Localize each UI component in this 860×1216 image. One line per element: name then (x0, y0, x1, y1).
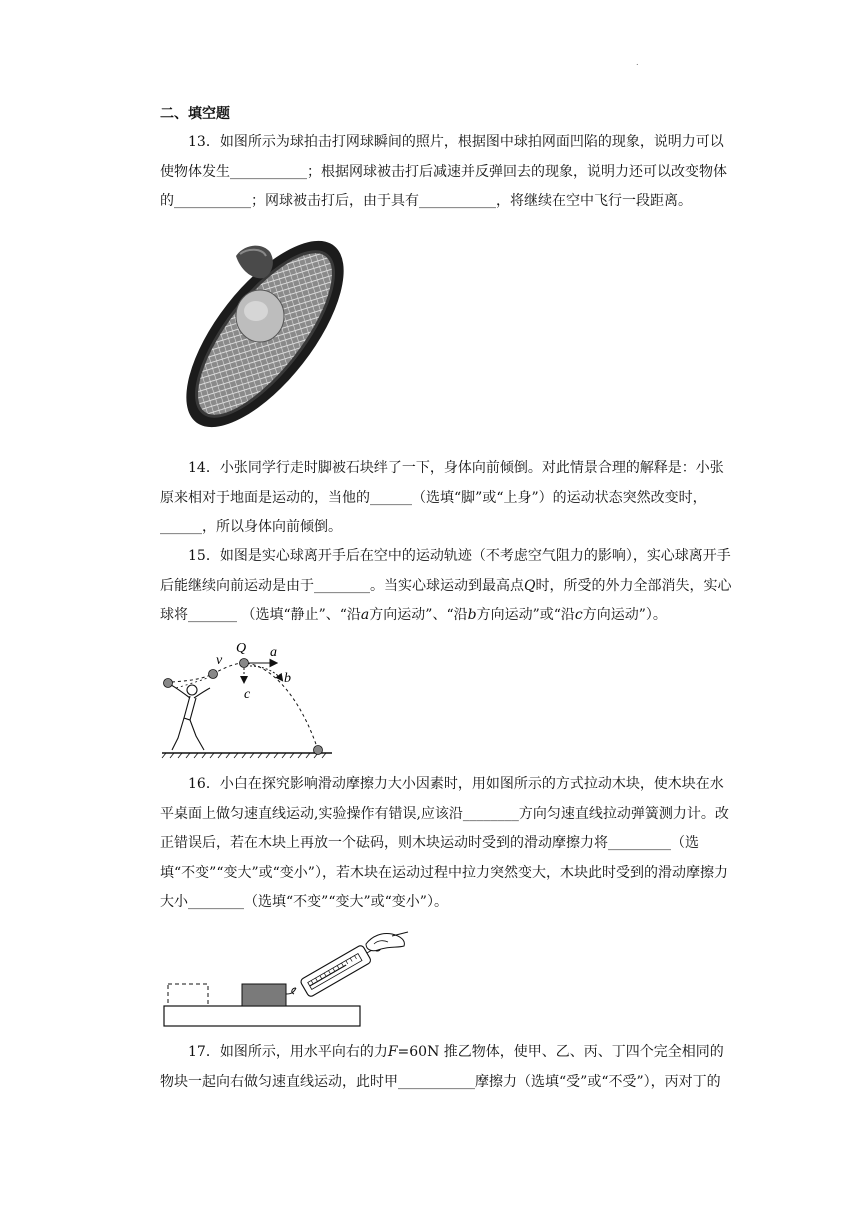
question-14-text: 14．小张同学行走时脚被石块绊了一下，身体向前倾倒。对此情景合理的解释是：小张原来相对于地面是运动的，当他的______（选填“脚”或“上身”）的运动状态突然改变时，______，所以身体向前倾倒。 (160, 460, 724, 535)
figure-c-label: c (244, 687, 251, 702)
direction-a-label: a (360, 607, 370, 623)
question-15-text: 15．如图是实心球离开手后在空中的运动轨迹（不考虑空气阻力的影响），实心球离开手后能继续向前运动是由于________。当实心球运动到最高点Q时，所受的外力全部消失，实心球将_______ （选填“静止”、“沿a方向运动”、“沿b方向运动”或“沿c方向运动”）。 (160, 548, 732, 623)
force-f-label: F (387, 1044, 398, 1060)
figure-a-label: a (270, 645, 277, 660)
figure-q-label: Q (236, 641, 247, 656)
direction-b-label: b (467, 607, 477, 623)
question-17-text: 17．如图所示，用水平向右的力F=60N 推乙物体，使甲、乙、丙、丁四个完全相同的物块一起向右做匀速直线运动，此时甲___________摩擦力（选填“受”或“不受”），丙对丁的 (160, 1044, 724, 1090)
friction-experiment-figure (162, 922, 412, 1030)
section-title: 二、填空题 (160, 106, 230, 122)
question-15 (160, 542, 732, 631)
tennis-racket-figure (170, 238, 360, 430)
question-16-text: 16．小白在探究影响滑动摩擦力大小因素时，用如图所示的方式拉动木块，使木块在水平桌面上做匀速直线运动,实验操作有错误,应该沿________方向匀速直线拉动弹簧测力计。改正错误后，若在木块上再放一个砝码，则木块运动时受到的滑动摩擦力将_________（选填“不变”“变大”或“变小”），若木块在运动过程中拉力突然变大，木块此时受到的滑动摩擦力大小________（选填“不变”“变大”或“变小”）。 (160, 776, 729, 910)
question-14 (160, 454, 732, 543)
question-16 (160, 770, 732, 918)
figure-b-label: b (284, 671, 291, 686)
point-q-label: Q (524, 577, 536, 594)
question-17 (160, 1038, 732, 1097)
velocity-v-label: v (216, 653, 223, 668)
question-13-text: 13．如图所示为球拍击打网球瞬间的照片，根据图中球拍网面凹陷的现象，说明力可以使物体发生___________；根据网球被击打后减速并反弹回去的现象，说明力还可以改变物体的___________；网球被击打后，由于具有___________，将继续在空中飞行一段距离。 (160, 134, 727, 209)
page-dot: . (636, 58, 639, 67)
shot-put-trajectory-figure (160, 636, 335, 760)
direction-c-label: c (574, 607, 583, 623)
question-13 (160, 128, 732, 217)
